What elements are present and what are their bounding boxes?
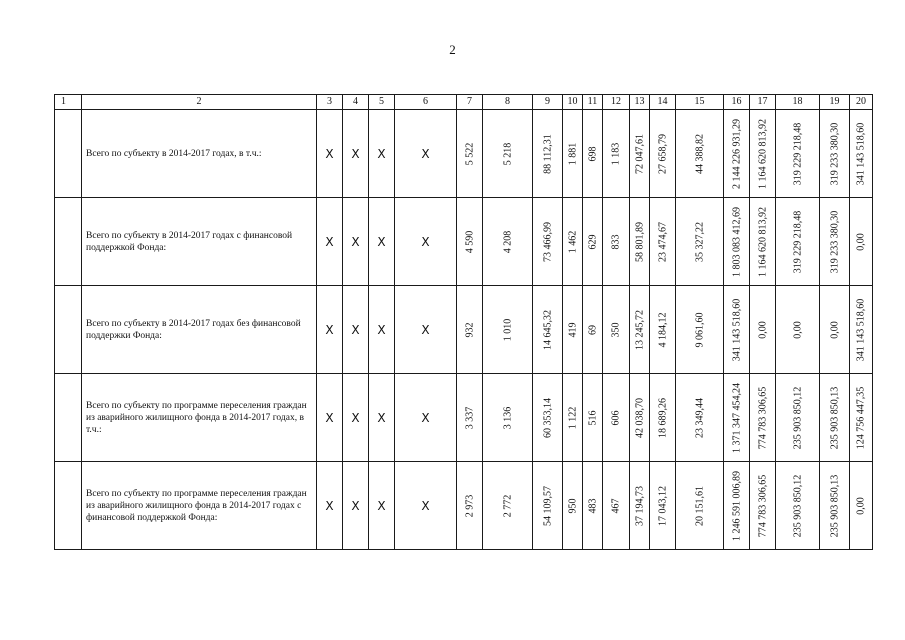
- cross-mark: X: [421, 498, 430, 513]
- cell-value: 319 233 380,30: [829, 122, 840, 185]
- value-cell: [457, 198, 483, 286]
- cross-mark: X: [377, 234, 386, 249]
- value-cell: [630, 374, 650, 462]
- cell-value: 467: [610, 498, 622, 513]
- cell-value: 0,00: [855, 232, 867, 251]
- cell-value: 1 803 083 412,69: [731, 206, 742, 277]
- cross-mark: X: [325, 410, 334, 425]
- mark-cell: [395, 198, 457, 286]
- row-number-cell: [55, 374, 82, 462]
- mark-cell: [343, 462, 369, 550]
- column-number-header: 11: [583, 95, 603, 110]
- value-cell: [724, 462, 750, 550]
- cross-mark: X: [421, 234, 430, 249]
- value-cell: [750, 462, 776, 550]
- value-cell: [457, 286, 483, 374]
- cross-mark: X: [351, 410, 360, 425]
- cell-value: 319 229 218,48: [792, 210, 803, 273]
- value-cell: [457, 110, 483, 198]
- cell-value: 2 772: [502, 494, 513, 517]
- mark-cell: [369, 198, 395, 286]
- value-cell: [630, 462, 650, 550]
- column-number-header: 13: [630, 95, 650, 110]
- cell-value: 0,00: [829, 320, 840, 339]
- value-cell: [533, 374, 563, 462]
- value-cell: [724, 110, 750, 198]
- value-cell: [483, 286, 533, 374]
- cell-value: 4 184,12: [657, 312, 668, 347]
- cell-value: 235 903 850,13: [829, 386, 840, 449]
- value-cell: [603, 110, 630, 198]
- cell-value: 483: [587, 498, 598, 513]
- row-description: Всего по субъекту в 2014-2017 годах, в т.ч.:: [82, 110, 317, 198]
- value-cell: [776, 462, 820, 550]
- cross-mark: X: [377, 322, 386, 337]
- value-cell: [603, 462, 630, 550]
- cross-mark: X: [351, 234, 360, 249]
- table-row: [55, 286, 873, 374]
- cross-mark: X: [421, 322, 430, 337]
- cell-value: 1 183: [610, 142, 622, 165]
- value-cell: [483, 110, 533, 198]
- mark-cell: [343, 198, 369, 286]
- value-cell: [583, 286, 603, 374]
- cell-value: 319 229 218,48: [792, 122, 803, 185]
- cell-value: 3 136: [502, 406, 513, 429]
- value-cell: [820, 198, 850, 286]
- cell-value: 1 246 591 006,89: [731, 470, 742, 541]
- cross-mark: X: [351, 322, 360, 337]
- cell-value: 235 903 850,12: [792, 474, 803, 537]
- value-cell: [533, 462, 563, 550]
- column-number-header: 6: [395, 95, 457, 110]
- value-cell: [750, 198, 776, 286]
- mark-cell: [317, 286, 343, 374]
- cell-value: 44 388,82: [694, 133, 705, 174]
- cell-value: 629: [587, 234, 598, 249]
- value-cell: [583, 110, 603, 198]
- value-cell: [630, 286, 650, 374]
- value-cell: [563, 374, 583, 462]
- page-number: 2: [449, 42, 456, 57]
- value-cell: [650, 110, 676, 198]
- cell-value: 35 327,22: [694, 221, 705, 262]
- value-cell: [676, 374, 724, 462]
- cross-mark: X: [421, 410, 430, 425]
- column-number-header: 16: [724, 95, 750, 110]
- value-cell: [820, 462, 850, 550]
- cross-mark: X: [421, 146, 430, 161]
- cell-value: 5 522: [464, 142, 475, 165]
- cell-value: 932: [464, 322, 475, 337]
- table-row: [55, 462, 873, 550]
- mark-cell: [369, 462, 395, 550]
- value-cell: [676, 462, 724, 550]
- value-cell: [583, 462, 603, 550]
- value-cell: [563, 198, 583, 286]
- mark-cell: [395, 462, 457, 550]
- cell-value: 419: [567, 322, 578, 337]
- value-cell: [850, 462, 873, 550]
- value-cell: [750, 374, 776, 462]
- cell-value: 20 151,61: [694, 485, 705, 526]
- cell-value: 2 144 226 931,29: [731, 118, 742, 189]
- mark-cell: [317, 198, 343, 286]
- cell-value: 1 010: [502, 318, 513, 341]
- cell-value: 9 061,60: [694, 312, 705, 347]
- mark-cell: [369, 286, 395, 374]
- value-cell: [483, 198, 533, 286]
- cell-value: 124 756 447,35: [855, 386, 867, 449]
- value-cell: [603, 198, 630, 286]
- row-description: Всего по субъекту по программе переселения граждан из аварийного жилищного фонда в 2014-2017 годах с финансовой поддержкой Фонда:: [82, 462, 317, 550]
- value-cell: [850, 198, 873, 286]
- column-number-header: 4: [343, 95, 369, 110]
- mark-cell: [395, 286, 457, 374]
- value-cell: [850, 374, 873, 462]
- column-number-header: 17: [750, 95, 776, 110]
- cell-value: 516: [587, 410, 598, 425]
- cross-mark: X: [377, 146, 386, 161]
- cell-value: 3 337: [464, 406, 475, 429]
- value-cell: [483, 462, 533, 550]
- cell-value: 833: [610, 234, 622, 249]
- value-cell: [750, 110, 776, 198]
- cell-value: 27 658,79: [657, 133, 668, 174]
- cell-value: 58 801,89: [634, 221, 645, 262]
- value-cell: [563, 110, 583, 198]
- cell-value: 0,00: [855, 496, 867, 515]
- value-cell: [583, 374, 603, 462]
- cell-value: 37 194,73: [634, 485, 645, 526]
- cross-mark: X: [325, 322, 334, 337]
- data-table: [54, 94, 873, 550]
- cell-value: 4 208: [502, 230, 513, 253]
- column-number-header: 12: [603, 95, 630, 110]
- value-cell: [650, 462, 676, 550]
- value-cell: [563, 462, 583, 550]
- value-cell: [820, 110, 850, 198]
- cell-value: 319 233 380,30: [829, 210, 840, 273]
- value-cell: [776, 374, 820, 462]
- column-number-header: 9: [533, 95, 563, 110]
- cell-value: 23 474,67: [657, 221, 668, 262]
- mark-cell: [395, 110, 457, 198]
- value-cell: [724, 374, 750, 462]
- row-description: Всего по субъекту в 2014-2017 годах без финансовой поддержки Фонда:: [82, 286, 317, 374]
- row-number-cell: [55, 198, 82, 286]
- table-row: [55, 110, 873, 198]
- column-number-header: 8: [483, 95, 533, 110]
- value-cell: [483, 374, 533, 462]
- cell-value: 17 043,12: [657, 485, 668, 526]
- cell-value: 341 143 518,60: [731, 298, 742, 361]
- cell-value: 774 783 306,65: [757, 474, 768, 537]
- cell-value: 1 164 620 813,92: [757, 206, 768, 277]
- mark-cell: [343, 374, 369, 462]
- cell-value: 606: [610, 410, 622, 425]
- value-cell: [820, 286, 850, 374]
- cell-value: 42 038,70: [634, 397, 645, 438]
- column-number-header: 18: [776, 95, 820, 110]
- value-cell: [676, 110, 724, 198]
- cell-value: 88 112,31: [542, 133, 553, 174]
- column-number-header: 15: [676, 95, 724, 110]
- value-cell: [850, 286, 873, 374]
- cell-value: 4 590: [464, 230, 475, 253]
- mark-cell: [317, 462, 343, 550]
- cross-mark: X: [325, 498, 334, 513]
- cell-value: 235 903 850,13: [829, 474, 840, 537]
- value-cell: [650, 198, 676, 286]
- value-cell: [603, 286, 630, 374]
- column-number-header: 2: [82, 95, 317, 110]
- cell-value: 54 109,57: [542, 485, 553, 526]
- value-cell: [676, 286, 724, 374]
- value-cell: [630, 110, 650, 198]
- row-number-cell: [55, 462, 82, 550]
- cell-value: 23 349,44: [694, 397, 705, 438]
- cell-value: 13 245,72: [634, 309, 645, 350]
- value-cell: [724, 286, 750, 374]
- cross-mark: X: [325, 146, 334, 161]
- cell-value: 1 371 347 454,24: [731, 382, 742, 453]
- cross-mark: X: [325, 234, 334, 249]
- cell-value: 18 689,26: [657, 397, 668, 438]
- cross-mark: X: [351, 146, 360, 161]
- table-row: [55, 374, 873, 462]
- value-cell: [650, 286, 676, 374]
- cell-value: 0,00: [792, 320, 803, 339]
- mark-cell: [317, 374, 343, 462]
- row-description: Всего по субъекту в 2014-2017 годах с финансовой поддержкой Фонда:: [82, 198, 317, 286]
- cross-mark: X: [377, 410, 386, 425]
- mark-cell: [369, 110, 395, 198]
- value-cell: [750, 286, 776, 374]
- cell-value: 235 903 850,12: [792, 386, 803, 449]
- cell-value: 0,00: [757, 320, 768, 339]
- value-cell: [776, 110, 820, 198]
- cell-value: 950: [567, 498, 578, 513]
- table-row: [55, 198, 873, 286]
- cell-value: 341 143 518,60: [855, 122, 867, 185]
- mark-cell: [343, 286, 369, 374]
- cross-mark: X: [377, 498, 386, 513]
- mark-cell: [343, 110, 369, 198]
- mark-cell: [369, 374, 395, 462]
- column-number-header: 20: [850, 95, 873, 110]
- column-number-header: 5: [369, 95, 395, 110]
- cell-value: 774 783 306,65: [757, 386, 768, 449]
- cell-value: 341 143 518,60: [855, 298, 867, 361]
- value-cell: [850, 110, 873, 198]
- value-cell: [676, 198, 724, 286]
- cell-value: 1 462: [567, 230, 578, 253]
- cell-value: 14 645,32: [542, 309, 553, 350]
- value-cell: [533, 286, 563, 374]
- row-number-cell: [55, 110, 82, 198]
- column-number-header: 3: [317, 95, 343, 110]
- value-cell: [457, 374, 483, 462]
- value-cell: [776, 198, 820, 286]
- value-cell: [724, 198, 750, 286]
- column-number-header: 1: [55, 95, 82, 110]
- cell-value: 69: [587, 324, 598, 335]
- value-cell: [650, 374, 676, 462]
- value-cell: [820, 374, 850, 462]
- cell-value: 1 881: [567, 142, 578, 165]
- column-number-header: 7: [457, 95, 483, 110]
- value-cell: [533, 110, 563, 198]
- cell-value: 60 353,14: [542, 397, 553, 438]
- mark-cell: [395, 374, 457, 462]
- value-cell: [533, 198, 563, 286]
- column-number-header: 19: [820, 95, 850, 110]
- cell-value: 1 122: [567, 406, 578, 429]
- value-cell: [630, 198, 650, 286]
- cell-value: 5 218: [502, 142, 513, 165]
- value-cell: [563, 286, 583, 374]
- cell-value: 72 047,61: [634, 133, 645, 174]
- cell-value: 350: [610, 322, 622, 337]
- cell-value: 2 973: [464, 494, 475, 517]
- value-cell: [603, 374, 630, 462]
- value-cell: [457, 462, 483, 550]
- row-number-cell: [55, 286, 82, 374]
- row-description: Всего по субъекту по программе переселения граждан из аварийного жилищного фонда в 2014-2017 годах, в т.ч.:: [82, 374, 317, 462]
- value-cell: [776, 286, 820, 374]
- cross-mark: X: [351, 498, 360, 513]
- column-number-header: 10: [563, 95, 583, 110]
- header-row: [55, 95, 873, 110]
- value-cell: [583, 198, 603, 286]
- cell-value: 698: [587, 146, 598, 161]
- cell-value: 1 164 620 813,92: [757, 118, 768, 189]
- cell-value: 73 466,99: [542, 221, 553, 262]
- mark-cell: [317, 110, 343, 198]
- column-number-header: 14: [650, 95, 676, 110]
